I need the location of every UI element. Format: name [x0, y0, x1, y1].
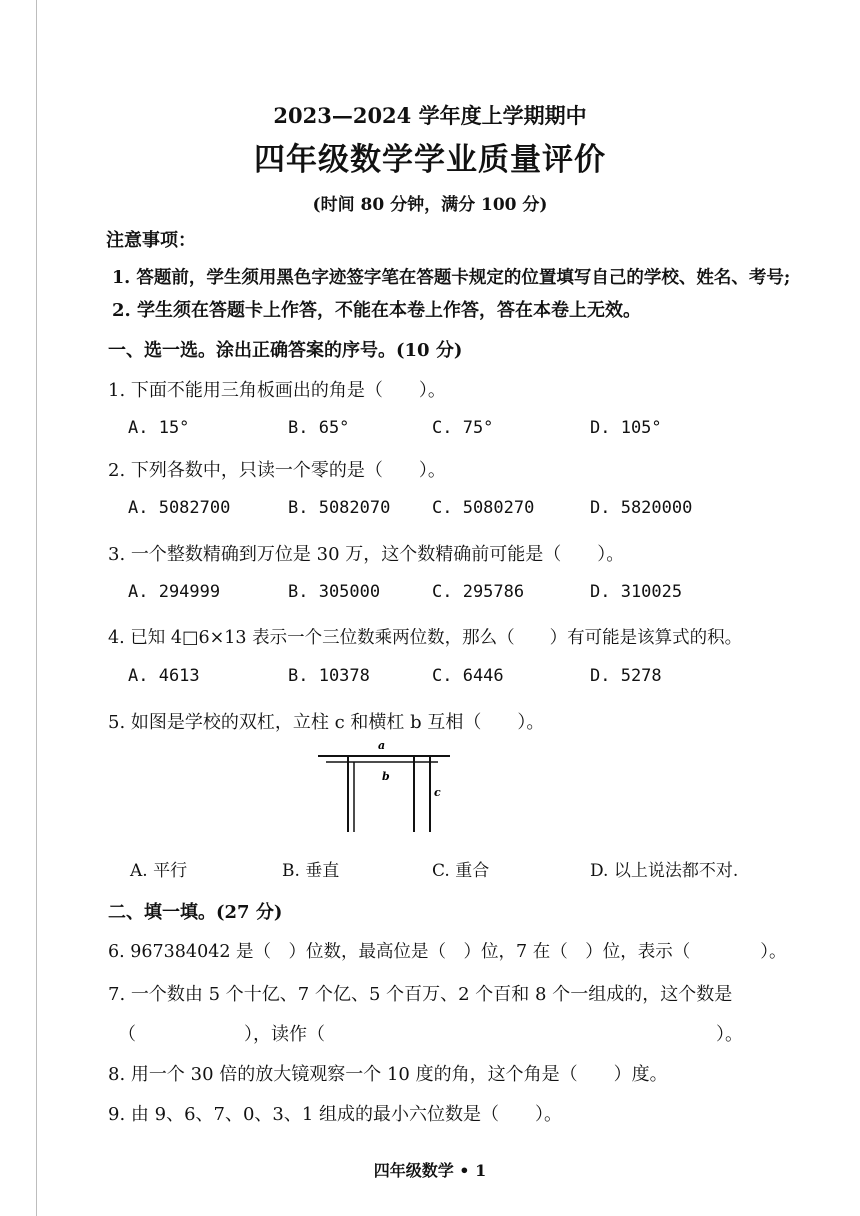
section-2-title: 二、填一填。(27 分)	[108, 902, 283, 923]
question-2-stem: 2. 下列各数中，只读一个零的是（ ）。	[108, 460, 446, 481]
question-1-stem: 1. 下面不能用三角板画出的角是（ ）。	[108, 380, 446, 401]
question-4-stem: 4. 已知 4□6×13 表示一个三位数乘两位数，那么（ ）有可能是该算式的积。	[108, 628, 743, 648]
parallel-bars-figure	[314, 736, 454, 836]
question-3-option-a: A. 294999	[128, 582, 221, 602]
figure-label-b: b	[382, 770, 390, 783]
question-3-option-d: D. 310025	[590, 582, 683, 602]
exam-main-title: 四年级数学学业质量评价	[254, 142, 606, 178]
question-7-line-2-a: （ ），读作（	[118, 1024, 325, 1045]
question-4-option-d: D. 5278	[590, 666, 662, 686]
question-4-option-a: A. 4613	[128, 666, 200, 686]
question-2-option-c: C. 5080270	[432, 498, 535, 518]
question-9: 9. 由 9、6、7、0、3、1 组成的最小六位数是（ ）。	[108, 1104, 563, 1125]
question-5-stem: 5. 如图是学校的双杠，立柱 c 和横杠 b 互相（ ）。	[108, 712, 545, 733]
question-3-option-c: C. 295786	[432, 582, 525, 602]
question-4-option-b: B. 10378	[288, 666, 370, 686]
question-8: 8. 用一个 30 倍的放大镜观察一个 10 度的角，这个角是（ ）度。	[108, 1064, 668, 1085]
question-2-option-b: B. 5082070	[288, 498, 391, 518]
figure-label-a: a	[378, 739, 386, 752]
notes-heading: 注意事项：	[106, 230, 196, 251]
question-5-option-c: C. 重合	[432, 861, 490, 881]
page-footer: 四年级数学 • 1	[373, 1161, 487, 1180]
exam-time-score: (时间 80 分钟，满分 100 分)	[312, 195, 548, 215]
question-1-option-a: A. 15°	[128, 418, 190, 438]
question-7-line-2-b: ）。	[716, 1024, 743, 1045]
question-1-option-c: C. 75°	[432, 418, 494, 438]
question-5-option-d: D. 以上说法都不对.	[590, 861, 739, 881]
question-5-option-b: B. 垂直	[282, 861, 340, 881]
question-7-line-1: 7. 一个数由 5 个十亿、7 个亿、5 个百万、2 个百和 8 个一组成的，这个数是	[108, 984, 733, 1005]
question-6: 6. 967384042 是（ ）位数，最高位是（ ）位，7 在（ ）位，表示（ ）。	[108, 942, 787, 962]
question-1-option-d: D. 105°	[590, 418, 662, 438]
question-3-option-b: B. 305000	[288, 582, 381, 602]
note-item-1: 1. 答题前，学生须用黑色字迹签字笔在答题卡规定的位置填写自己的学校、姓名、考号;	[112, 268, 791, 288]
note-item-2: 2. 学生须在答题卡上作答，不能在本卷上作答，答在本卷上无效。	[112, 300, 642, 321]
section-1-title: 一、选一选。涂出正确答案的序号。(10 分)	[108, 340, 463, 361]
question-2-option-d: D. 5820000	[590, 498, 693, 518]
question-5-option-a: A. 平行	[130, 861, 188, 881]
figure-label-c: c	[434, 786, 441, 799]
binding-margin-line	[36, 0, 37, 1216]
exam-year-title: 2023—2024 学年度上学期期中	[273, 103, 587, 128]
question-2-option-a: A. 5082700	[128, 498, 231, 518]
question-1-option-b: B. 65°	[288, 418, 350, 438]
question-4-option-c: C. 6446	[432, 666, 504, 686]
question-3-stem: 3. 一个整数精确到万位是 30 万，这个数精确前可能是（ ）。	[108, 544, 625, 565]
